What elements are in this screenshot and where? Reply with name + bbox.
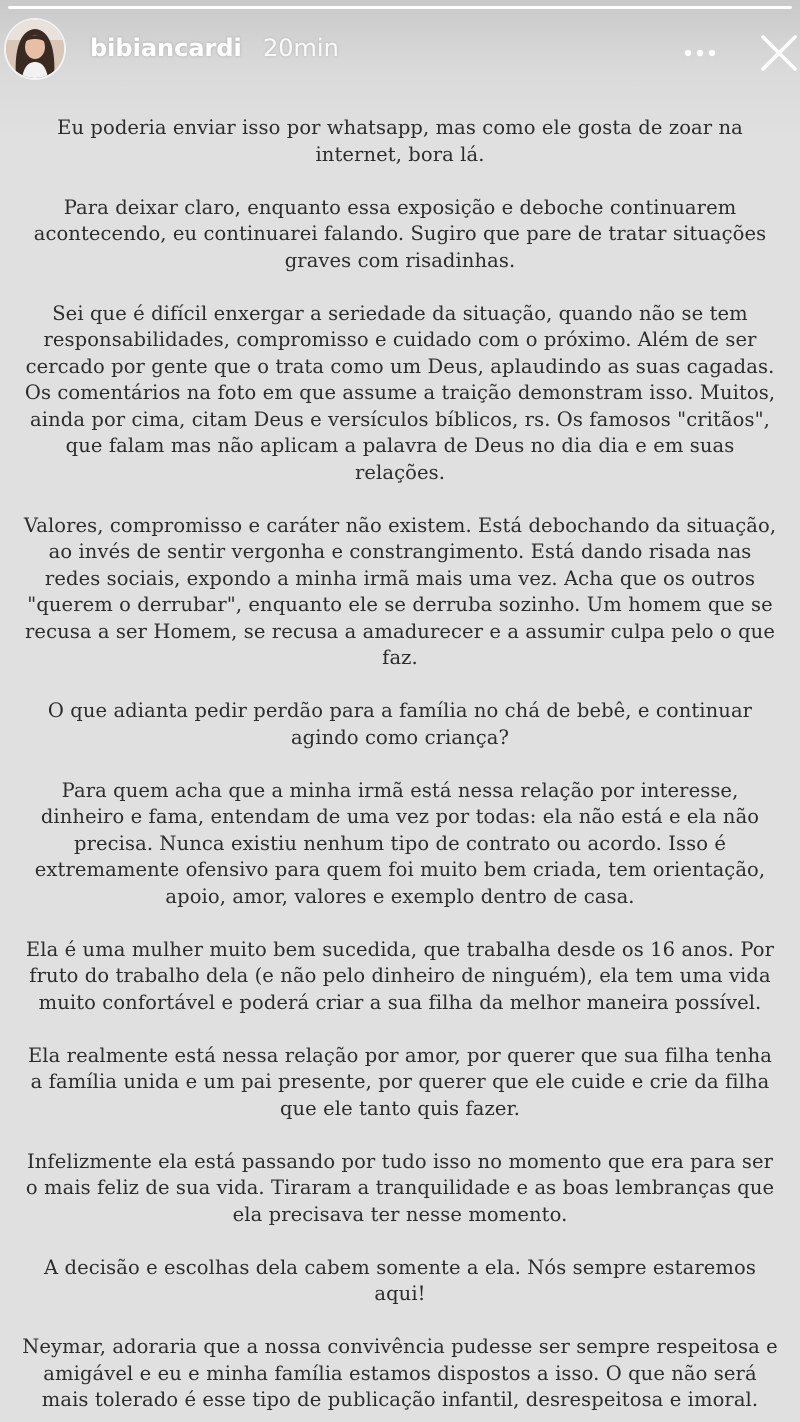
paragraph: Ela realmente está nessa relação por amor, por querer que sua filha tenha a família unida e um pai presente, por querer que ele cuide e crie da filha que ele tanto quis fazer.	[27, 1043, 773, 1120]
avatar[interactable]	[6, 20, 64, 78]
paragraph: Valores, compromisso e caráter não existem. Está debochando da situação, ao invés de sentir vergonha e constrangimento. Está dando risada nas redes sociais, expondo a minha irmã mais uma vez. Acha que os outros "querem o derrubar", enquanto ele se derruba sozinho. Um homem que se recusa a ser Homem, se recusa a amadurecer e a assumir culpa pelo o que faz.	[23, 513, 777, 669]
paragraph: O que adianta pedir perdão para a família no chá de bebê, e continuar agindo como criança?	[47, 699, 753, 749]
avatar-photo	[6, 20, 64, 78]
story-text-content	[20, 115, 780, 1414]
paragraph: Para deixar claro, enquanto essa exposição e deboche continuarem acontecendo, eu continuarei falando. Sugiro que pare de tratar situações graves com risadinhas.	[33, 195, 767, 272]
paragraph: A decisão e escolhas dela cabem somente a ela. Nós sempre estaremos aqui!	[44, 1255, 756, 1305]
paragraph: Neymar, adoraria que a nossa convivência pudesse ser sempre respeitosa e amigável e eu e minha família estamos dispostos a isso. O que não será mais tolerado é esse tipo de publicação infantil, desrespeitosa e imoral.	[22, 1335, 778, 1411]
username[interactable]: bibiancardi	[90, 34, 242, 62]
paragraph: Sei que é difícil enxergar a seriedade da situação, quando não se tem responsabilidades, compromisso e cuidado com o próximo. Além de ser cercado por gente que o trata como um Deus, aplaudindo as suas cagadas. Os comentários na foto em que assume a traição demonstram isso. Muitos, ainda por cima, citam Deus e versículos bíblicos, rs. Os famosos "critãos", que falam mas não aplicam a palavra de Deus no dia dia e em suas relações.	[24, 301, 776, 484]
story-progress-fill	[8, 6, 792, 9]
paragraph: Para quem acha que a minha irmã está nessa relação por interesse, dinheiro e fama, entendam de uma vez por todas: ela não está e ela não precisa. Nunca existiu nenhum tipo de contrato ou acordo. Isso é extremamente ofensivo para quem foi muito bem criada, tem orientação, apoio, amor, valores e exemplo dentro de casa.	[34, 778, 766, 908]
timestamp: 20min	[263, 34, 339, 62]
close-button[interactable]	[758, 32, 800, 74]
story-progress-bar	[8, 6, 792, 9]
paragraph: Eu poderia enviar isso por whatsapp, mas como ele gosta de zoar na internet, bora lá.	[57, 116, 743, 166]
more-options-button[interactable]	[680, 38, 720, 68]
paragraph: Infelizmente ela está passando por tudo isso no momento que era para ser o mais feliz de sua vida. Tiraram a tranquilidade e as boas lembranças que ela precisava ter nesse momento.	[25, 1149, 775, 1226]
paragraph: Ela é uma mulher muito bem sucedida, que trabalha desde os 16 anos. Por fruto do trabalho dela (e não pelo dinheiro de ninguém), ela tem uma vida muito confortável e poderá criar a sua filha da melhor maneira possível.	[25, 937, 775, 1014]
story-header	[0, 16, 800, 92]
more-options-icon	[680, 38, 720, 68]
close-icon	[758, 32, 800, 74]
